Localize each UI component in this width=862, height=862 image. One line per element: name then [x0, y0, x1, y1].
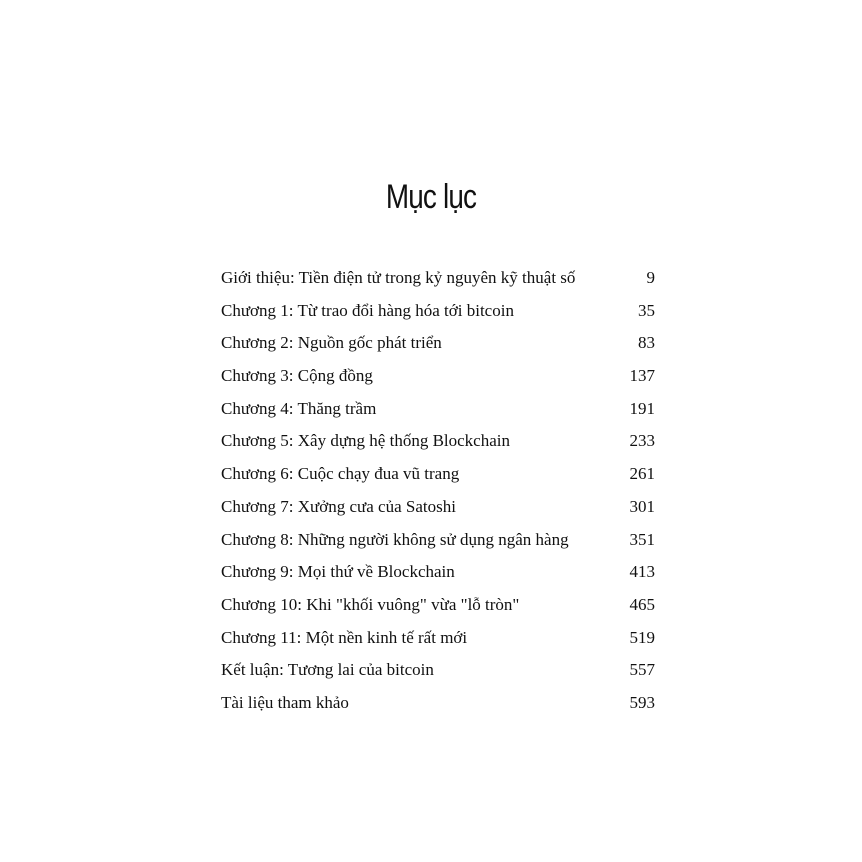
toc-entry: [221, 425, 655, 458]
toc-entry-title: Giới thiệu: Tiền điện tử trong kỷ nguyên kỹ thuật số: [221, 268, 576, 287]
toc-entry: [221, 589, 655, 622]
toc-entry-title: Chương 2: Nguồn gốc phát triển: [221, 333, 442, 353]
toc-entry: [221, 393, 655, 426]
toc-entry-title: Chương 8: Những người không sử dụng ngân hàng: [221, 529, 569, 549]
toc-entry: [221, 524, 655, 557]
toc-entry-page: 137: [629, 366, 655, 386]
toc-entry-title: Chương 11: Một nền kinh tế rất mới: [221, 627, 468, 647]
toc-entry-page: 519: [629, 627, 655, 647]
toc-entry-page: 35: [638, 300, 655, 320]
table-of-contents: [221, 262, 655, 720]
toc-entry: [221, 262, 655, 295]
toc-entry-title: Chương 7: Xưởng cưa của Satoshi: [221, 496, 456, 516]
toc-entry: [221, 327, 655, 360]
toc-entry-title: Kết luận: Tương lai của bitcoin: [221, 660, 434, 680]
toc-entry: [221, 491, 655, 524]
toc-entry-title: Chương 5: Xây dựng hệ thống Blockchain: [221, 431, 510, 451]
toc-entry-page: 557: [629, 660, 655, 680]
page-title: Mục lục: [385, 178, 477, 216]
toc-entry: [221, 556, 655, 589]
toc-entry-title: Chương 9: Mọi thứ về Blockchain: [221, 562, 455, 582]
toc-entry-page: 413: [629, 562, 655, 582]
toc-entry-page: 351: [629, 529, 655, 549]
toc-entry: [221, 295, 655, 328]
toc-entry-title: Tài liệu tham khảo: [221, 692, 349, 712]
toc-entry-page: 233: [629, 431, 655, 451]
toc-entry-title: Chương 6: Cuộc chạy đua vũ trang: [221, 464, 460, 484]
toc-entry: [221, 622, 655, 655]
toc-entry-title: Chương 3: Cộng đồng: [221, 366, 373, 386]
toc-entry-page: 261: [629, 464, 655, 484]
toc-entry-page: 465: [629, 594, 655, 614]
toc-entry-page: 83: [638, 333, 655, 353]
toc-entry-page: 9: [646, 268, 655, 287]
toc-entry-page: 301: [629, 496, 655, 516]
toc-entry-page: 191: [629, 398, 655, 418]
toc-entry: [221, 360, 655, 393]
toc-entry: [221, 458, 655, 491]
toc-entry-page: 593: [629, 692, 655, 712]
toc-entry: [221, 687, 655, 720]
toc-entry-title: Chương 4: Thăng trầm: [221, 398, 377, 418]
toc-entry: [221, 654, 655, 687]
toc-entry-title: Chương 1: Từ trao đổi hàng hóa tới bitcoin: [221, 300, 514, 320]
toc-entry-title: Chương 10: Khi "khối vuông" vừa "lỗ tròn": [221, 594, 520, 614]
